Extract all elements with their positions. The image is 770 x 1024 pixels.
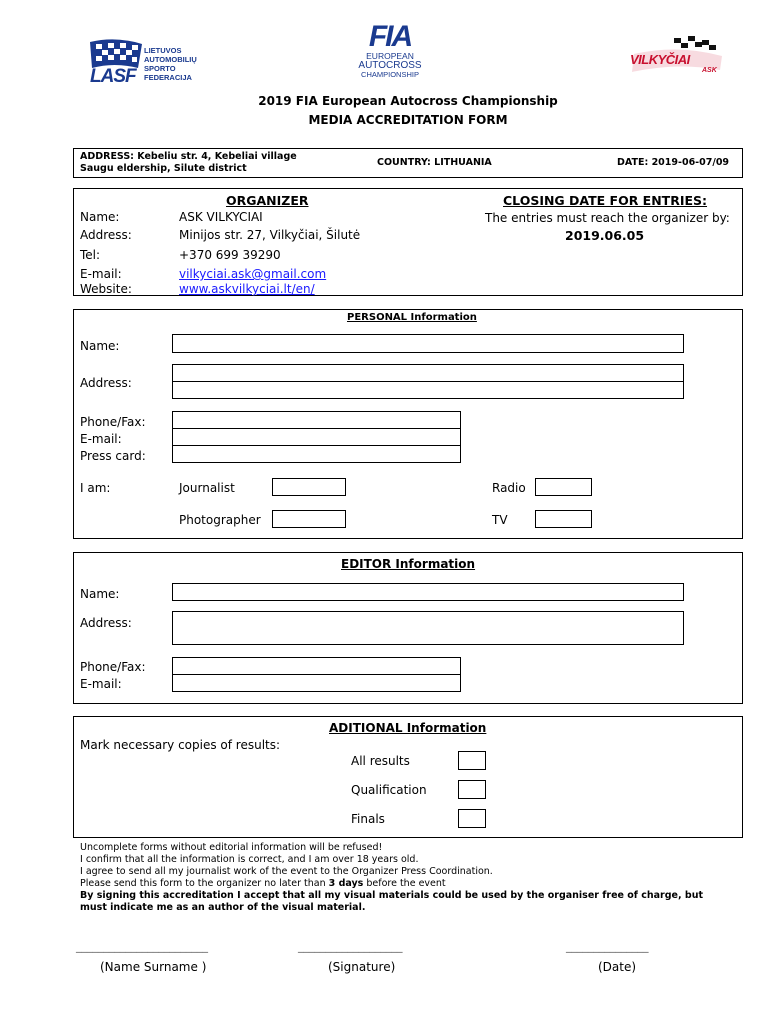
footer-note-confirm: I confirm that all the information is correct, and I am over 18 years old. (80, 854, 419, 865)
editor-email-field[interactable] (172, 674, 461, 692)
organizer-tel-label: Tel: (80, 248, 101, 262)
organizer-name-value: ASK VILKYCIAI (179, 210, 263, 224)
finals-checkbox[interactable] (458, 809, 486, 828)
footer-deadline-a: Please send this form to the organizer no later than (80, 878, 329, 889)
lasf-name-line: FEDERACIJA (144, 73, 192, 82)
organizer-address-label: Address: (80, 228, 132, 242)
lasf-mark: LASF (90, 66, 136, 87)
name-surname-label: (Name Surname ) (100, 960, 207, 974)
radio-checkbox[interactable] (535, 478, 592, 496)
lasf-name (144, 46, 197, 82)
lasf-name-line: AUTOMOBILIŲ (144, 55, 197, 64)
event-date: DATE: 2019-06-07/09 (617, 157, 730, 168)
footer-note-deadline (80, 878, 720, 890)
mark-copies-label: Mark necessary copies of results: (80, 738, 281, 752)
personal-phone-field[interactable] (172, 411, 461, 429)
name-signature-line[interactable]: ________________________ (76, 940, 208, 953)
personal-name-label: Name: (80, 339, 120, 353)
iam-label: I am: (80, 481, 111, 495)
footer-deadline-c: before the event (363, 878, 446, 889)
editor-email-label: E-mail: (80, 677, 122, 691)
signature-label: (Signature) (328, 960, 396, 974)
personal-name-field[interactable] (172, 334, 684, 353)
editor-address-field[interactable] (172, 611, 684, 645)
lasf-name-line: LIETUVOS (144, 46, 182, 55)
personal-heading: PERSONAL Information (347, 312, 477, 323)
footer-notes (80, 842, 720, 914)
tv-checkbox[interactable] (535, 510, 592, 528)
lasf-name-line: SPORTO (144, 64, 176, 73)
date-label: (Date) (598, 960, 637, 974)
personal-email-label: E-mail: (80, 432, 122, 446)
personal-email-field[interactable] (172, 428, 461, 446)
organizer-address-value: Minijos str. 27, Vilkyčiai, Šilutė (179, 228, 361, 242)
footer-deadline-days: 3 days (328, 878, 364, 889)
journalist-label: Journalist (179, 481, 235, 495)
footer-note-refused: Uncomplete forms without editorial information will be refused! (80, 842, 383, 853)
all-results-label: All results (351, 754, 410, 768)
organizer-website-label: Website: (80, 282, 132, 296)
fia-text-line: EUROPEAN (366, 51, 414, 61)
editor-name-field[interactable] (172, 583, 684, 601)
fia-text (352, 52, 428, 79)
personal-press-field[interactable] (172, 445, 461, 463)
footer-note-signing: By signing this accreditation I accept that all my visual materials could be used by the organiser free of charge, but must indicate me as an author of the visual material. (80, 890, 704, 913)
lasf-logo (88, 38, 198, 88)
photographer-checkbox[interactable] (272, 510, 346, 528)
organizer-email-label: E-mail: (80, 267, 122, 281)
editor-address-label: Address: (80, 616, 132, 630)
tv-label: TV (492, 513, 508, 527)
signature-line[interactable]: ___________________ (298, 940, 403, 953)
event-address-line1: ADDRESS: Kebeliu str. 4, Kebeliai village (80, 151, 297, 162)
vilkyciai-mark: VILKYČIAI (630, 52, 690, 67)
form-subtitle: MEDIA ACCREDITATION FORM (308, 113, 508, 127)
organizer-tel-value: +370 699 39290 (179, 248, 281, 262)
radio-label: Radio (492, 481, 526, 495)
footer-note-agree: I agree to send all my journalist work of the event to the Organizer Press Coordination. (80, 866, 493, 877)
personal-press-label: Press card: (80, 449, 146, 463)
personal-address-field-2[interactable] (172, 381, 684, 399)
editor-phone-field[interactable] (172, 657, 461, 675)
vilkyciai-logo (628, 34, 728, 80)
organizer-heading: ORGANIZER (226, 193, 309, 208)
closing-date-value: 2019.06.05 (565, 228, 645, 243)
qualification-checkbox[interactable] (458, 780, 486, 799)
finals-label: Finals (351, 812, 385, 826)
personal-phone-label: Phone/Fax: (80, 415, 146, 429)
organizer-email-link[interactable]: vilkyciai.ask@gmail.com (179, 267, 327, 281)
fia-mark: FIA (368, 20, 412, 53)
personal-address-field-1[interactable] (172, 364, 684, 382)
event-country: COUNTRY: LITHUANIA (377, 157, 492, 168)
fia-text-line: AUTOCROSS (358, 60, 422, 71)
organizer-name-label: Name: (80, 210, 120, 224)
qualification-label: Qualification (351, 783, 427, 797)
closing-date-heading: CLOSING DATE FOR ENTRIES: (503, 193, 708, 208)
closing-date-text: The entries must reach the organizer by: (485, 211, 730, 225)
organizer-website-link[interactable]: www.askvilkyciai.lt/en/ (179, 282, 315, 296)
editor-name-label: Name: (80, 587, 120, 601)
editor-phone-label: Phone/Fax: (80, 660, 146, 674)
vilkyciai-sub: ASK (702, 67, 717, 74)
all-results-checkbox[interactable] (458, 751, 486, 770)
form-title: 2019 FIA European Autocross Championship (258, 94, 558, 108)
additional-heading: ADITIONAL Information (329, 721, 487, 735)
fia-logo (352, 20, 432, 86)
event-address-line2: Saugu eldership, Silute district (80, 163, 247, 174)
editor-heading: EDITOR Information (341, 557, 476, 571)
journalist-checkbox[interactable] (272, 478, 346, 496)
photographer-label: Photographer (179, 513, 261, 527)
fia-text-line: CHAMPIONSHIP (361, 70, 419, 79)
date-signature-line[interactable]: _______________ (566, 940, 649, 953)
personal-address-label: Address: (80, 376, 132, 390)
